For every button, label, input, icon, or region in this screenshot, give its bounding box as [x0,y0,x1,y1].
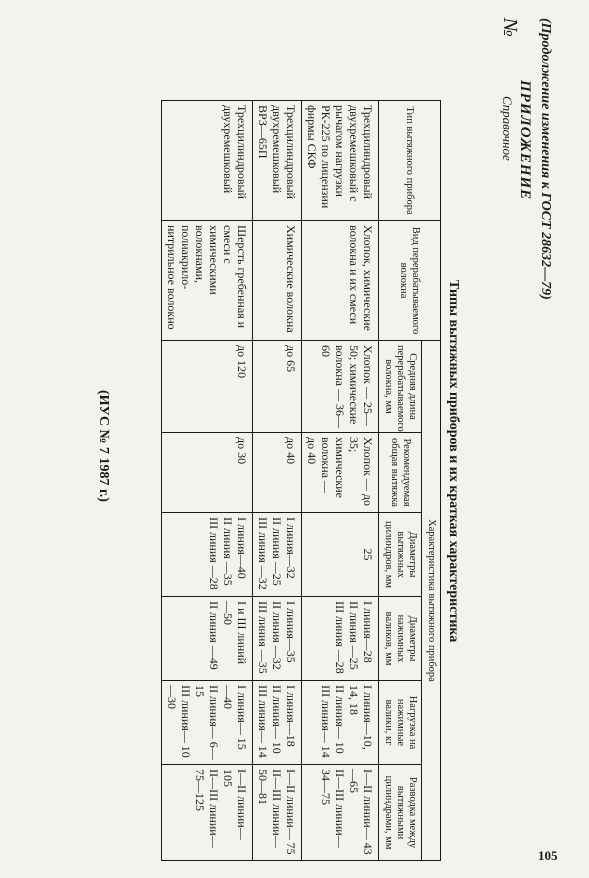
appendix-subtitle: Справочное [500,96,515,161]
cell-type: Трехцилиндровый двухремешковый [162,101,253,221]
table-title: Типы вытяжных приборов и их краткая характеристика [446,280,461,643]
header-gap: Разводка между вытяжными цилиндрами, мм [379,765,422,861]
cell-type: Трехцилиндровый двухремешковый с рычагом нагрузки РК-225 по лицензии фирмы СКФ [302,101,379,221]
cell-roll: I и III линий—50 II линия —49 [162,597,253,681]
table-row [253,101,302,861]
cell-draft: Хлопок — до 35; химические волокна — до 40 [302,433,379,513]
header-load: Нагрузка на нажимные валики, кг [379,681,422,765]
header-roll: Диаметры нажимных валиков, мм [379,597,422,681]
header-group: Характеристика вытяжного прибора [422,341,441,861]
cell-load: I линия—10, 14, 18 II линия— 10 III линия— 14 [302,681,379,765]
cell-fiber: Хлопок, химические волокна и их смеси [302,221,379,341]
cell-fiber: Шерсть гребенная и смеси с химическими волокнами, полиакрило-нитрильное волокно [162,221,253,341]
header-fiber: Вид перерабатываемого волокна [379,221,441,341]
handwritten-mark: № [499,18,521,37]
cell-load: I линия—18 II линия— 10 III линия— 14 [253,681,302,765]
cell-type: Трехцилиндровый двухремешковый ВРЗ—65П [253,101,302,221]
cell-cyl: 25 [302,513,379,597]
cell-gap: I—II линии— 105 II—III линии— 75—125 [162,765,253,861]
characteristics-table [161,100,441,861]
cell-roll: I линия—35 II линия —32 III линия —35 [253,597,302,681]
cell-load: I линия— 15—40 II линия— 6—15 III линия— 10—30 [162,681,253,765]
cell-length: до 65 [253,341,302,433]
change-note: (Продолжение изменения к ГОСТ 28632—79) [538,18,553,300]
appendix-title: ПРИЛОЖЕНИЕ [517,80,533,201]
table-row [162,101,253,861]
header-length: Средняя длина перерабатываемого волокна, мм [379,341,422,433]
header-draft: Рекомендуемая общая вытяжка [379,433,422,513]
cell-cyl: I линия—40 II линия —35 III линия —28 [162,513,253,597]
cell-length: до 120 [162,341,253,433]
cell-fiber: Химические волокна [253,221,302,341]
cell-gap: I—II линии— 75 II—III линии— 50—81 [253,765,302,861]
cell-cyl: I линия—32 II линия —25 III линия —32 [253,513,302,597]
cell-gap: I—II линии— 43—65 II—III линии— 34—75 [302,765,379,861]
footer-source: (ИУС № 7 1987 г.) [96,390,111,502]
cell-draft: до 40 [253,433,302,513]
page-number: 105 [538,848,558,863]
cell-draft: до 30 [162,433,253,513]
header-cyl: Диаметры вытяжных цилиндров, мм [379,513,422,597]
cell-roll: I линия—28 II линия —25 III линия —28 [302,597,379,681]
header-type: Тип вытяжного прибора [379,101,441,221]
cell-length: Хлопок — 25—50; химические волокна — 36—60 [302,341,379,433]
table-row [302,101,379,861]
